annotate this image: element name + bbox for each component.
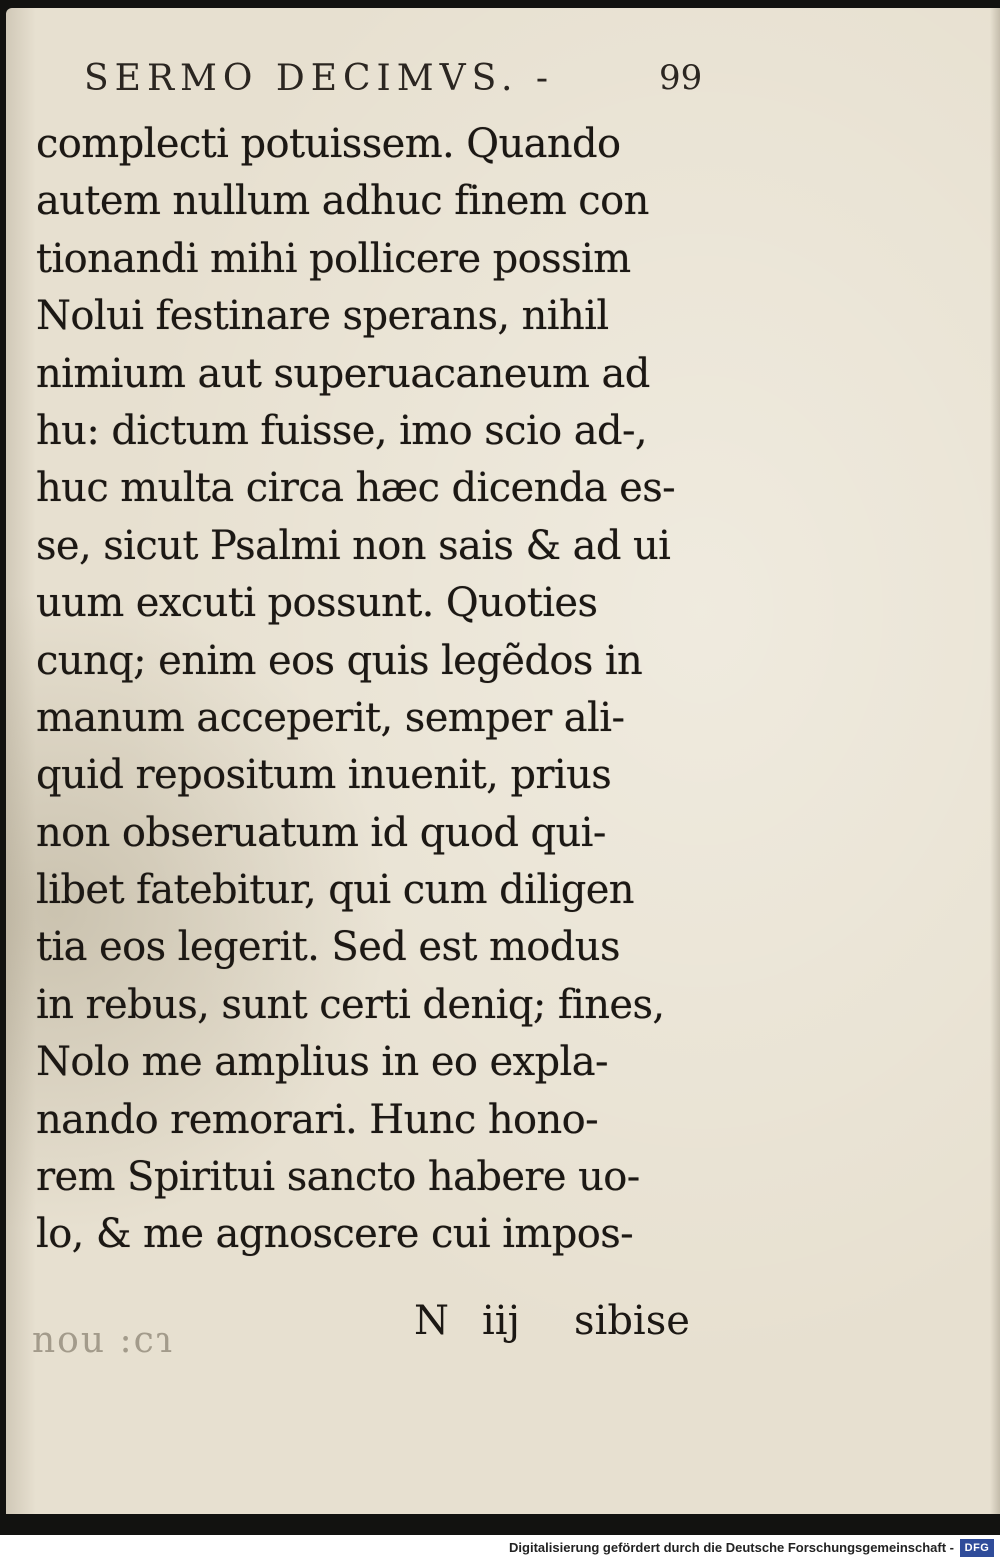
text-line: rem Spiritui sancto habere uo-	[36, 1154, 640, 1201]
text-line: nando remorari. Hunc hono-	[36, 1096, 599, 1143]
text-line: quid repositum inuenit, prius	[36, 752, 612, 799]
text-line: huc multa circa hæc dicenda es-	[36, 465, 676, 512]
text-line: lo, & me agnoscere cui impos-	[36, 1211, 634, 1258]
text-line: manum acceperit, semper ali-	[36, 694, 625, 741]
footer-credit: Digitalisierung gefördert durch die Deutsche Forschungsgemeinschaft -	[509, 1540, 954, 1555]
text-line: Nolui festinare sperans, nihil	[36, 293, 609, 340]
dfg-logo-icon: DFG	[960, 1539, 994, 1557]
text-line: nimium aut superuacaneum ad	[36, 350, 650, 397]
text-line: se, sicut Psalmi non sais & ad ui	[36, 522, 671, 569]
text-line: complecti potuissem. Quando	[36, 121, 621, 167]
text-line: tionandi mihi pollicere possim	[36, 235, 631, 282]
page-number: 99	[659, 58, 703, 98]
running-head-title: SERMO DECIMVS. -	[84, 58, 555, 99]
text-line: tia eos legerit. Sed est modus	[36, 924, 620, 971]
text-line: in rebus, sunt certi deniq; fines,	[36, 981, 665, 1028]
catchword-line	[414, 1298, 704, 1358]
catchword: sibise	[574, 1298, 690, 1344]
text-line: cunq; enim eos quis legẽdos in	[36, 637, 643, 684]
text-line: hu: dictum fuisse, imo scio ad-,	[36, 407, 648, 454]
footer-bar	[0, 1535, 1000, 1562]
bleed-through-text: nou :cɿ	[32, 1320, 175, 1361]
book-page	[6, 8, 1000, 1514]
text-line: uum excuti possunt. Quoties	[36, 580, 598, 627]
text-line: autem nullum adhuc finem con	[36, 178, 649, 225]
text-line: libet fatebitur, qui cum diligen	[36, 867, 634, 914]
running-head	[84, 58, 704, 108]
text-line: non obseruatum id quod qui-	[36, 809, 606, 856]
text-line: Nolo me amplius in eo expla-	[36, 1039, 608, 1086]
signature-mark: N	[414, 1298, 449, 1344]
signature-numeral: iij	[482, 1298, 520, 1344]
text-block	[36, 116, 706, 1264]
